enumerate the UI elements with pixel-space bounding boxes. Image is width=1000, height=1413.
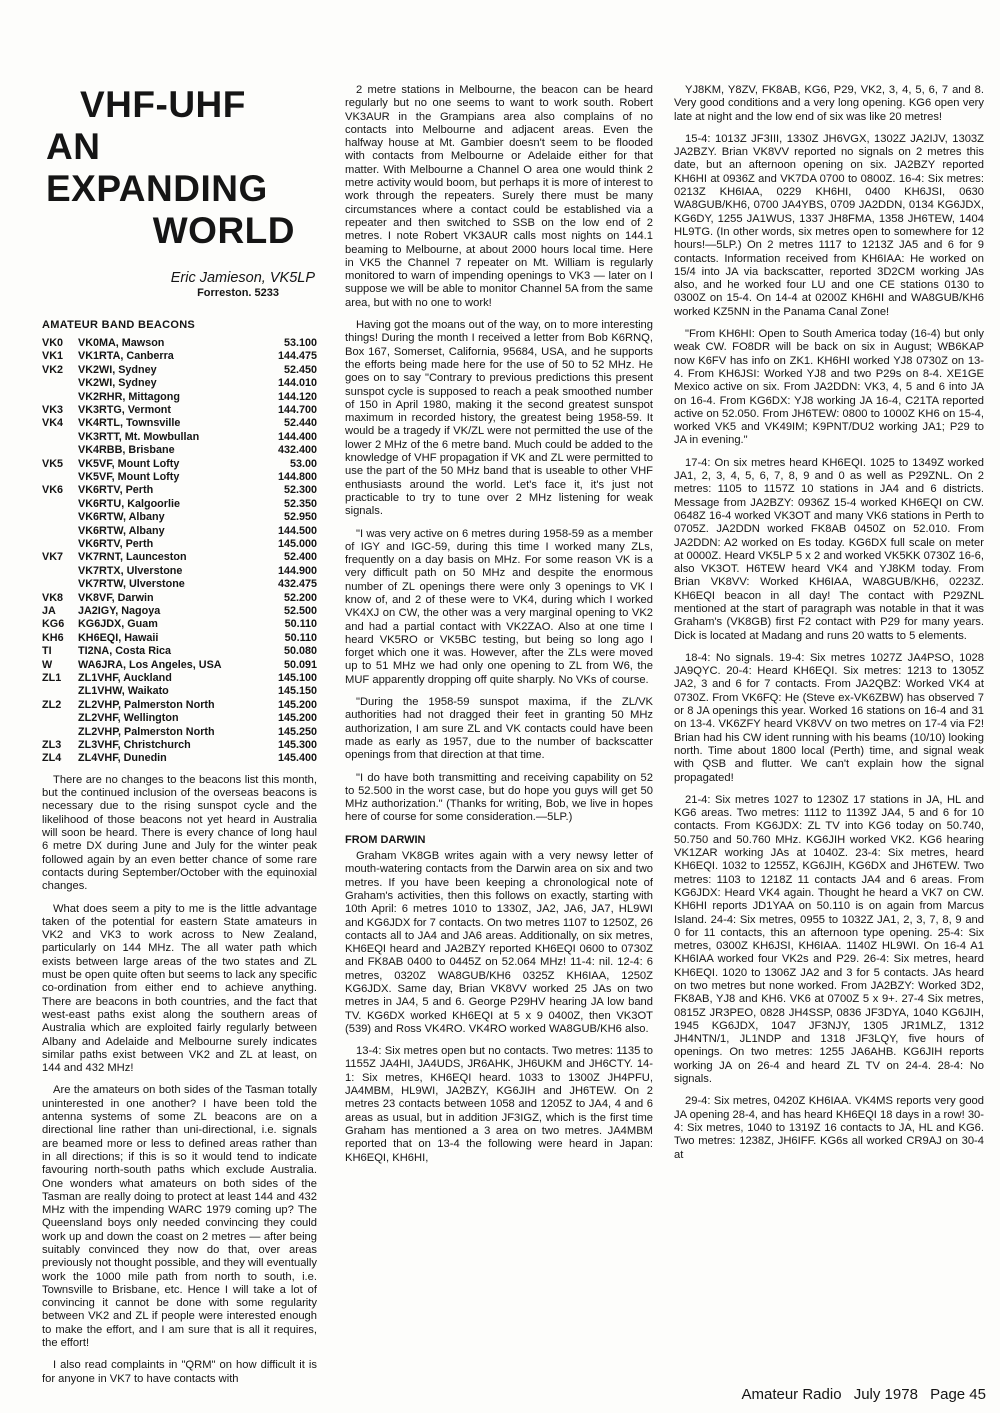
beacon-row: [42, 511, 317, 524]
beacon-row: [42, 605, 317, 618]
beacon-station: VK6RTW, Albany: [78, 511, 165, 524]
paragraph: 29-4: Six metres, 0420Z KH6IAA. VK4MS reports very good JA opening 28-4, and has heard KH6EQI 18 days in a row! 30-4: Six metres, 1040 to 1319Z 16 contacts to JA, HL and KG6. Two metres: 1238Z, JH6IFF. KG6s all worked CR9AJ on 30-4 at: [674, 1095, 984, 1161]
beacon-frequency: 53.00: [289, 457, 317, 470]
beacon-prefix: KG6: [42, 618, 65, 631]
beacon-station: VK3RTG, Vermont: [78, 403, 171, 416]
beacon-frequency: 53.100: [283, 336, 317, 349]
footer-publication: Amateur Radio: [741, 1386, 842, 1403]
beacon-station: ZL1VHF, Auckland: [78, 672, 172, 685]
beacon-prefix: VK3: [42, 403, 64, 416]
beacon-row: [42, 739, 317, 752]
beacon-prefix: [42, 511, 78, 524]
beacon-frequency: 144.475: [277, 350, 317, 363]
beacon-station: VK6RTV, Perth: [78, 537, 154, 550]
beacon-station: VK5VF, Mount Lofty: [78, 470, 180, 483]
beacon-frequency: 432.400: [277, 444, 317, 457]
beacon-frequency: 144.900: [277, 564, 317, 577]
beacon-frequency: 145.300: [277, 739, 317, 752]
beacon-prefix: VK5: [42, 457, 64, 470]
beacon-row: [42, 659, 317, 672]
beacon-row: [42, 525, 317, 538]
col3-body: [674, 84, 984, 1162]
beacon-station: ZL4VHF, Dunedin: [78, 752, 167, 765]
beacon-station: VK7RTX, Ulverstone: [78, 564, 183, 577]
beacon-station: VK2WI, Sydney: [78, 363, 157, 376]
beacon-row: [42, 538, 317, 551]
paragraph: "From KH6HI: Open to South America today (16-4) but only weak CW. FO8DR will be back on six in August; WB6KAP now K6FV has info on ZK1. KH6HI worked YJ8 0730Z on 13-4. From KH6JSI: Worked YJ8 and two P29s on 8-4. XE1GE Mexico active on six. From JA2DDN: VK3, 4, 5 and 6 into JA on 16-4. From KG6DX: YJ8 working JA 16-4, C21TA reported active on 52.050. From JH6TEW: 0800 to 1000Z KH6 on 15-4, worked VK5 and VK49IM; K9PNT/DU2 working JA1; P29 to JA in evening.": [674, 328, 984, 447]
beacon-row: [42, 685, 317, 698]
beacon-prefix: [42, 726, 78, 739]
beacon-frequency: 52.400: [283, 551, 317, 564]
beacon-station: VK1RTA, Canberra: [78, 350, 174, 363]
beacon-frequency: 145.400: [277, 752, 317, 765]
beacon-prefix: [42, 685, 78, 698]
beacon-row: [42, 377, 317, 390]
footer-page: Page 45: [930, 1386, 986, 1403]
col1-body: [42, 774, 317, 1386]
beacon-station: VK6RTV, Perth: [78, 484, 154, 497]
beacon-row: [42, 498, 317, 511]
beacon-frequency: 50.080: [283, 645, 317, 658]
beacon-row: [42, 578, 317, 591]
beacons-heading: AMATEUR BAND BEACONS: [42, 318, 196, 331]
beacon-frequency: 50.091: [283, 658, 317, 671]
beacon-station: JA2IGY, Nagoya: [78, 605, 161, 618]
beacon-prefix: TI: [42, 645, 52, 658]
beacon-station: KH6EQI, Hawaii: [78, 631, 159, 644]
beacon-prefix: ZL4: [42, 752, 62, 765]
beacon-frequency: 145.100: [277, 672, 317, 685]
beacon-prefix: ZL2: [42, 698, 62, 711]
author-byline: Eric Jamieson, VK5LP: [170, 270, 315, 286]
beacon-row: [42, 726, 317, 739]
beacon-row: [42, 712, 317, 725]
footer-date: July 1978: [853, 1386, 918, 1403]
title-line-1: VHF-UHF: [80, 84, 246, 125]
beacon-prefix: ZL3: [42, 739, 62, 752]
beacon-row: [42, 592, 317, 605]
beacon-prefix: [42, 538, 78, 551]
paragraph: There are no changes to the beacons list this month, but the continued inclusion of the overseas beacons is necessary due to the rising sunspot cycle and the likelihood of those beacons not yet heard in Australia will soon be heard. There is every chance of long haul 6 metre DX during June and July for the winter peak followed again by an even better chance of some rare contacts during September/October with the equinoxial changes.: [42, 773, 317, 893]
paragraph: "During the 1958-59 sunspot maxima, if the ZL/VK authorities had not dragged their feet in granting 50 MHz authorization, I am sure ZL and VK contacts could have been made as early as 1957, due to the number of backscatter openings from that direction at that time.: [345, 696, 653, 762]
beacon-station: VK2RHR, Mittagong: [78, 390, 180, 403]
beacon-station: VK6RTW, Albany: [78, 524, 165, 537]
paragraph: 21-4: Six metres 1027 to 1230Z 17 stations in JA, HL and KG6 areas. Two metres: 1112 to 1139Z JA4, 5 and 6 for 10 contacts. From KG6JDX: ZL TV into KG6 today on 50.740, 50.750 and 50.760 MHz. KG6JIH worked VK2. KG6 hearing VK1ZAR working JAs at 1040Z. 23-4: Six metres, heard KH6EQI. 1032 to 1255Z, KG6JIH, KG6DX and JH6TEW. Two metres: 1103 to 1218Z 11 contacts JA4 and 6 areas. From KG6JDX: Heard VK4 again. Thought he heard a VK7 on CW. KH6HI reports JD1YAA on 50.110 is on again from Marcus Island. 24-4: Six metres, 0955 to 1032Z JA1, 2, 3, 7, 8, 9 and 0 for 11 contacts, this an afternoon type opening. 25-4: Six metres, 0300Z KH6JSI, KH6IAA. 1140Z HL9WI. On 16-4 A1 KH6IAA worked four VK2s and P29. 26-4: Six metres, heard KH6EQI. 1020 to 1306Z JA2 and 3 for 5 contacts. JAs heard on two metres but none worked. From JA2BZY: Worked 3D2, FK8AB, YJ8 and KH6. VK6 at 0700Z 5 x 9+. 27-4 Six metres, 0815Z JR3PEO, 0828 JH4SSP, 0836 JF3DYA, 1040 KG6JIH, 1945 KG6JDX, 1047 JF3NJY, 1305 JR1MLZ, 1312 JH4NTN/1, JL1NDP and 1318 JF3LQY, five hours of openings. On two metres: 1255 JA6AHB. KG6JIH reports working JA on 26-4 and heard ZL TV on 24-4. 28-4: No signals.: [674, 793, 984, 1086]
beacon-prefix: VK4: [42, 417, 64, 430]
title-line-3: WORLD: [152, 210, 295, 251]
beacon-frequency: 144.400: [277, 430, 317, 443]
column-1: [42, 84, 317, 1395]
beacon-frequency: 145.200: [277, 698, 317, 711]
beacon-prefix: KH6: [42, 631, 64, 644]
beacon-row: [42, 551, 317, 564]
beacon-station: VK3RTT, Mt. Mowbullan: [78, 430, 200, 443]
beacon-prefix: ZL1: [42, 672, 62, 685]
beacon-station: TI2NA, Costa Rica: [78, 645, 171, 658]
beacon-prefix: [42, 712, 78, 725]
paragraph: 18-4: No signals. 19-4: Six metres 1027Z JA4PSO, 1028 JA9QYC. 20-4: Heard KH6EQI. Six metres: 1213 to 1305Z JA2, 3 and 6 for 7 contacts. From JA2QBZ: Worked VK4 at 0730Z. From VK6FQ: He (Steve ex-VK6ZBW) has observed 7 or 8 JA openings this year. Worked 16 stations on 16-4 and 31 on 13-4. VK6ZFY heard VK8VV on two metres on 17-4 via F2! Brian had his CW ident running with his beams (10/10) looking north. Time about 1800 local (Perth) time, and signal weak with QSB and flutter. We can't explain how the signal propagated!: [674, 651, 984, 784]
beacon-row: [42, 672, 317, 685]
beacon-prefix: VK0: [42, 336, 64, 349]
beacon-station: ZL3VHF, Christchurch: [78, 739, 191, 752]
beacon-prefix: [42, 578, 78, 591]
beacon-station: VK6RTU, Kalgoorlie: [78, 497, 180, 510]
beacon-row: [42, 752, 317, 765]
beacon-prefix: [42, 525, 78, 538]
beacon-prefix: [42, 431, 78, 444]
beacon-frequency: 52.450: [283, 363, 317, 376]
paragraph: "I was very active on 6 metres during 1958-59 as a member of IGY and IGC-59, during this time I worked many ZLs, frequently on a day basis on MHz. For some reason VK is a very difficult path on 50 MHz and despite the enormous number of ZL openings there were only 3 openings to VK I know of, and 2 of these were to VK4, during which I worked VK4XJ on CW, the other was a very marginal opening to VK2 and had a partial contact with VK2ZAO. Also at one time I heard VK5RO or VK5BC testing, but being so long ago I forget which one it was. However, after the ZLs were moved up to 51 MHz we had only one opening to ZL from W6, the MUF apparently dropping off quite sharply. No VKs of course.: [345, 527, 653, 686]
beacon-prefix: [42, 391, 78, 404]
beacon-prefix: VK8: [42, 591, 64, 604]
beacon-frequency: 52.300: [283, 484, 317, 497]
beacon-station: VK0MA, Mawson: [78, 336, 165, 349]
beacon-frequency: 145.150: [277, 685, 317, 698]
paragraph: Graham VK8GB writes again with a very newsy letter of mouth-watering contacts from the Darwin area on six and two metres. If you have been keeping a chronological note of Graham's activities, then this follows on exactly, starting with 10th April: 6 metres 1010 to 1330Z, JA2, JA6, JA7, HL9WI and KG6JDX for 7 contacts. On two metres 1107 to 1250Z, 26 contacts all to JA4 and JA6 areas. Additionally, on six metres, KH6EQI heard and JA2BZY reported KH6EQI 0600 to 0730Z and FK8AB 0400 to 0445Z on 52.064 MHz! 11-4: nil. 12-4: 6 metres, 0320Z WA8GUB/KH6 0325Z KH6IAA, 1250Z KG6JDX. Same day, Brian VK8VV worked 25 JAs on two metres in JA4, 5 and 6. George P29HV hearing JA low band TV. KG6DX worked KH6EQI at 5 x 9 0400Z, then VK3OT (539) and Ross VK4RO. VK4RO worked WA8GUB/KH6 also.: [345, 850, 653, 1035]
beacon-row: [42, 431, 317, 444]
beacon-prefix: [42, 471, 78, 484]
beacon-frequency: 144.120: [277, 390, 317, 403]
beacon-row: [42, 645, 317, 658]
beacon-frequency: 52.950: [283, 511, 317, 524]
beacon-row: [42, 471, 317, 484]
paragraph: Having got the moans out of the way, on to more interesting things! During the month I received a letter from Bob K6RNQ, Box 167, Somerset, California, 95684, USA, and he supports the efforts being made here for the use of 50 to 52 MHz. He goes on to say "Contrary to previous predictions this present sunspot cycle is supposed to reach a peak smoothed number of 150 in April 1980, making it the second greatest sunspot maximum in recorded history, the greatest being 1958-59. It would be a tragedy if VK/ZL were not permitted the use of the lower 2 MHz of the 6 metre band. Much could be added to the knowledge of VHF propagation if VK and ZL were permitted to use the part of the 50 MHz band that is useable to other VHF enthusiasts around the world. Let's face it, it's just not practicable to try to tune over 2 MHz listening for weak signals.: [345, 319, 653, 518]
beacon-prefix: JA: [42, 605, 56, 618]
beacon-row: [42, 350, 317, 363]
beacon-station: ZL2VHP, Palmerston North: [78, 698, 215, 711]
beacon-station: ZL2VHF, Wellington: [78, 712, 179, 725]
beacon-station: ZL2VHP, Palmerston North: [78, 725, 215, 738]
beacon-station: VK4RBB, Brisbane: [78, 444, 175, 457]
beacon-row: [42, 391, 317, 404]
paragraph: I also read complaints in "QRM" on how difficult it is for anyone in VK7 to have contacts with: [42, 1359, 317, 1385]
beacon-prefix: W: [42, 658, 53, 671]
beacon-station: WA6JRA, Los Angeles, USA: [78, 658, 222, 671]
beacon-frequency: 52.350: [283, 497, 317, 510]
beacon-frequency: 52.200: [283, 591, 317, 604]
beacon-prefix: [42, 565, 78, 578]
beacon-row: [42, 444, 317, 457]
paragraph: YJ8KM, Y8ZV, FK8AB, KG6, P29, VK2, 3, 4, 5, 6, 7 and 8. Very good conditions and a very long opening. KG6 open very late at night and the low end of six was like 20 metres!: [674, 84, 984, 123]
beacon-row: [42, 484, 317, 497]
paragraph: Are the amateurs on both sides of the Tasman totally uninterested in one another? I have been told the antenna systems of some ZL beacons are on a directional line rather than uni-directional, i.e. signals are beamed more or less to defined areas rather than in all directions; if this is so it would tend to indicate favouring north-south paths which exclude Australia. One wonders what amateurs on both sides of the Tasman are really doing to protect at least 144 and 432 MHz with the impending WARC 1979 coming up? The Queensland boys only needed convincing they could work up and down the coast on 2 metres — after being suitably convinced they now do that, over areas previously not thought possible, and they will eventually work the 1000 mile path from north to south, i.e. Townsville to Brisbane, etc. Hence I will take a lot of convincing it cannot be done with some regularity between VK2 and ZL if people were interested enough to make the effort, and I am sure that is all it requires, the effort!: [42, 1084, 317, 1350]
beacon-frequency: 144.500: [277, 524, 317, 537]
beacon-row: [42, 364, 317, 377]
beacon-frequency: 144.800: [277, 470, 317, 483]
column-2: [345, 84, 653, 1174]
beacon-frequency: 52.500: [283, 605, 317, 618]
paragraph: 13-4: Six metres open but no contacts. Two metres: 1135 to 1155Z JA4HI, JA4UDS, JR6AHK, JH6UKM and JH6CTY. 14-1: Six metres, KH6EQI heard. 1033 to 1300Z JH4PFU, JA4MBM, HL9WI, JA2BZY, KG6JIH and JH6TEW. On 2 metres 23 contacts between 1058 and 1205Z to JA4, 4 and 6 areas as usual, but in addition JF3IGZ, which is the first time Graham has mentioned a 3 area on two metres. JA4MBM reported that on 13-4 the following were heard in Japan: KH6EQI, KH6HI,: [345, 1045, 653, 1164]
beacon-row: [42, 404, 317, 417]
beacon-frequency: 144.010: [277, 377, 317, 390]
beacon-station: VK7RTW, Ulverstone: [78, 578, 185, 591]
beacon-prefix: VK2: [42, 363, 64, 376]
beacon-prefix: VK7: [42, 551, 64, 564]
beacon-frequency: 50.110: [284, 631, 317, 644]
beacons-table: [42, 337, 317, 766]
beacon-station: VK8VF, Darwin: [78, 591, 154, 604]
paragraph: What does seem a pity to me is the little advantage taken of the potential for eastern State amateurs in VK2 and VK3 to work across to New Zealand, particularly on 144 MHz. The all water path which exists between large areas of the two states and ZL must be open quite often but seems to lack any specific co-ordination from either end to achieve anything. There are beacons in both countries, and the fact that west-east paths exist along the southern areas of Australia which are exploited fairly regularly between Albany and Adelaide and Melbourne surely indicates similar paths exist between VK2 and ZL at least, on 144 and 432 MHz!: [42, 902, 317, 1075]
column-3: [674, 84, 984, 1171]
beacon-frequency: 432.475: [277, 578, 317, 591]
page-footer: [733, 1386, 986, 1403]
beacon-prefix: VK6: [42, 484, 64, 497]
col2-body: [345, 84, 653, 825]
beacon-frequency: 145.000: [277, 537, 317, 550]
beacon-station: VK7RNT, Launceston: [78, 551, 187, 564]
beacon-row: [42, 417, 317, 430]
beacon-station: VK5VF, Mount Lofty: [78, 457, 180, 470]
beacon-prefix: [42, 498, 78, 511]
beacon-row: [42, 458, 317, 471]
beacon-prefix: [42, 444, 78, 457]
darwin-body: [345, 850, 653, 1165]
paragraph: 2 metre stations in Melbourne, the beacon can be heard regularly but no one seems to want to work south. Robert VK3AUR in the Grampians area also complains of no contacts into Melbourne and adjacent areas. Even the halfway house at Mt. Gambier doesn't seem to be flooded with contacts from Melbourne or Adelaide either for that matter. With Melbourne a Channel O area one would think 2 metre activity would boom, but perhaps it is more of interest to work through the repeaters. Surely there must be many circumstances where a contact could be established via a repeater and then switched to SSB on the low end of 2 metres. I note Robert VK3AUR calls most nights on 144.1 beaming to Melbourne, at about 2000 hours local time. Here in VK5 the Channel 7 repeater on Mt. William is regularly monitored to warn of impending openings to VK3 — later on I suppose we will be able to monitor Channel 5A from the same area, but with no one to work!: [345, 84, 653, 309]
beacon-row: [42, 699, 317, 712]
beacon-row: [42, 632, 317, 645]
section-heading-darwin: FROM DARWIN: [345, 833, 426, 846]
beacon-row: [42, 618, 317, 631]
paragraph: 17-4: On six metres heard KH6EQI. 1025 to 1349Z worked JA1, 2, 3, 4, 5, 6, 7, 8, 9 and 0 as well as P29ZNL. On 2 metres: 1105 to 1157Z 10 stations in JA4 and 6 districts. Message from JA2BZY: 0936Z 15-4 worked KH6EQI on CW. 0648Z 16-4 worked VK3OT and many VK6 stations in Perth to 0705Z. JA2DDN worked FK8AB 0450Z on 52.010. From JA2DDN: A2 worked on Es today. KG6DX full scale on meter at 0000Z. Heard VK5LP 5 x 2 and worked VK5KK 0730Z 16-6, also VK3OT. H6TEW heard VK4 and YJ8KM today. From Brian VK8VV: Worked KH6IAA, WA8GUB/KH6, 0223Z. KH6EQI beacon in all day! The contact with P29ZNL mentioned at the start of paragraph was notable in that it was Graham's (VK8GB) first F2 contact with P29 for many years. Dick is located at Madang and runs 20 watts to 5 elements.: [674, 456, 984, 642]
author-address: Forreston. 5233: [197, 287, 279, 300]
beacon-frequency: 144.700: [277, 403, 317, 416]
title-line-2: AN EXPANDING: [46, 126, 268, 209]
beacon-frequency: 145.250: [277, 725, 317, 738]
beacon-frequency: 52.440: [283, 417, 317, 430]
beacon-row: [42, 337, 317, 350]
beacon-station: ZL1VHW, Waikato: [78, 685, 169, 698]
beacon-frequency: 145.200: [277, 712, 317, 725]
beacon-row: [42, 565, 317, 578]
paragraph: 15-4: 1013Z JF3III, 1330Z JH6VGX, 1302Z JA2IJV, 1303Z JA2BZY. Brian VK8VV reported no signals on 2 metres this date, but an afternoon opening on six. JA2BZY reported KH6HI at 0936Z and VK7DA 0700 to 0800Z. 16-4: Six metres: 0213Z KH6IAA, 0229 KH6HI, 0400 KH6JSI, 0630 WA8GUB/KH6, 0700 JA4YBS, 0709 JA2DDN, 0134 KG6JDX, KG6DY, 1255 JA1WUS, 1337 JH8FMA, 1358 JH6TEW, 1404 HL9TG. (In other words, six metres open to somewhere for 12 hours!—5LP.) On 2 metres 1117 to 1213Z JA5 and 6 for 9 contacts. Information received from KH6IAA: He worked on 15/4 into JA via backscatter, reported 3D2CM working JAs also, and he worked four LU and one CE stations 0130 to 0300Z on 15-4. On 14-4 at 0200Z KH6HI and WA8GUB/KH6 worked KZ5NN in the Panama Canal Zone!: [674, 132, 984, 318]
beacon-station: KG6JDX, Guam: [78, 618, 158, 631]
beacon-station: VK2WI, Sydney: [78, 377, 157, 390]
paragraph: "I do have both transmitting and receiving capability on 52 to 52.500 in the worst case, but do hope you guys will get 50 MHz authorization." (Thanks for writing, Bob, we live in hopes here of course for some consideration.—5LP.): [345, 771, 653, 824]
beacon-prefix: [42, 377, 78, 390]
beacon-prefix: VK1: [42, 350, 64, 363]
beacon-station: VK4RTL, Townsville: [78, 417, 181, 430]
beacon-frequency: 50.110: [284, 618, 317, 631]
